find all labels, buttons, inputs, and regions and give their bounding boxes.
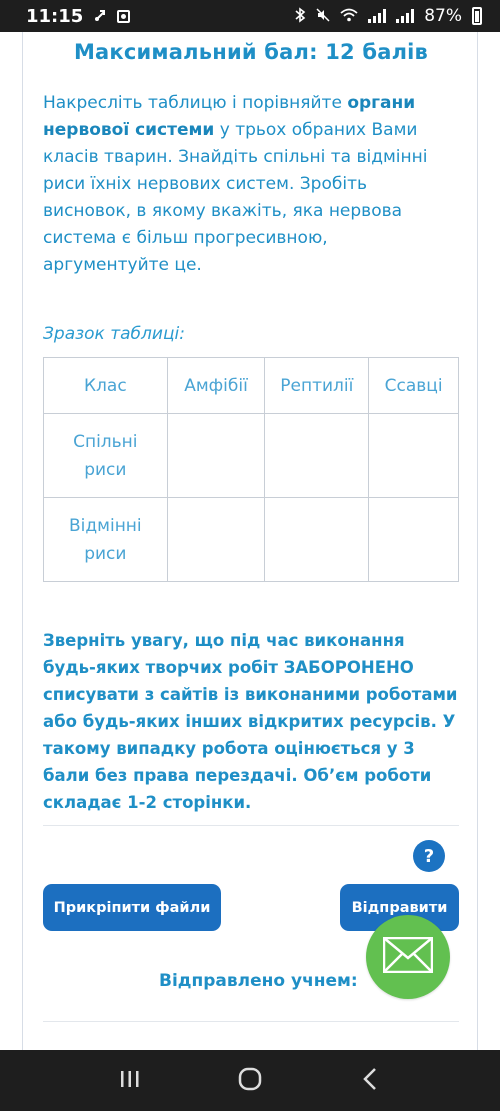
row-label-cell: [44, 414, 168, 498]
assignment-panel: [22, 32, 478, 1050]
status-bar: [0, 0, 500, 32]
sample-table: [43, 357, 459, 582]
table-header-row: [44, 358, 459, 414]
task-description: [43, 90, 443, 279]
row-label-line: Спільні: [73, 431, 138, 452]
task-highlight: органи нервової системи: [43, 93, 416, 140]
home-icon: [238, 1067, 262, 1095]
table-header-cell: Ссавці: [369, 358, 459, 414]
divider: [43, 825, 459, 826]
table-cell: [167, 498, 265, 582]
table-cell: [167, 414, 265, 498]
send-button[interactable]: Відправити: [340, 884, 459, 931]
table-row: [44, 414, 459, 498]
table-header-cell: Клас: [44, 358, 168, 414]
row-label-line: риси: [84, 459, 127, 480]
max-score-heading: Максимальний бал: 12 балів: [73, 40, 429, 64]
row-label-line: Відмінні: [69, 515, 142, 536]
divider: [43, 1021, 459, 1022]
table-row: [44, 498, 459, 582]
battery-text: 87%: [424, 6, 462, 26]
envelope-icon: [383, 937, 433, 977]
task-text-2: у трьох обраних Вами класів тварин. Знайдіть спільні та відмінні риси їхніх нервових систем. Зробіть висновок, в якому вкажіть, яка нервова система є більш прогресивною, аргументуйте це.: [43, 120, 428, 275]
back-icon: [362, 1067, 378, 1095]
battery-icon: [472, 7, 482, 25]
row-label-line: риси: [84, 543, 127, 564]
mute-icon: [316, 8, 330, 25]
attach-files-button[interactable]: Прикріпити файли: [43, 884, 221, 931]
table-header-cell: Рептилії: [265, 358, 369, 414]
notification-icon: [93, 8, 107, 25]
sent-by-label: Відправлено учнем:: [159, 971, 358, 991]
signal-icon: [368, 9, 386, 23]
sample-table-label: Зразок таблиці:: [43, 324, 185, 344]
warning-text: Зверніть увагу, що під час виконання будь-яких творчих робіт ЗАБОРОНЕНО списувати з сайтів із виконаними роботами або будь-яких інших відкритих ресурсів. У такому випадку робота оцінюється у 3 бали без права перездачі. Об’єм роботи складає 1-2 сторінки.: [43, 631, 458, 812]
table-cell: [265, 498, 369, 582]
recents-icon: [119, 1070, 141, 1092]
table-cell: [369, 498, 459, 582]
bluetooth-icon: [294, 7, 306, 26]
navigation-bar: [0, 1050, 500, 1111]
row-label-cell: [44, 498, 168, 582]
signal-icon-2: [396, 9, 414, 23]
status-time: 11:15: [26, 5, 84, 27]
page: [0, 32, 500, 1050]
recents-button[interactable]: [110, 1061, 150, 1101]
screenshot-icon: [117, 10, 130, 23]
task-text-1: Накресліть таблицю і порівняйте: [43, 93, 348, 113]
wifi-icon: [340, 8, 358, 25]
back-button[interactable]: [350, 1061, 390, 1101]
message-fab[interactable]: [366, 915, 450, 999]
home-button[interactable]: [230, 1061, 270, 1101]
table-cell: [369, 414, 459, 498]
help-button[interactable]: ?: [413, 840, 445, 872]
table-cell: [265, 414, 369, 498]
table-header-cell: Амфібії: [167, 358, 265, 414]
